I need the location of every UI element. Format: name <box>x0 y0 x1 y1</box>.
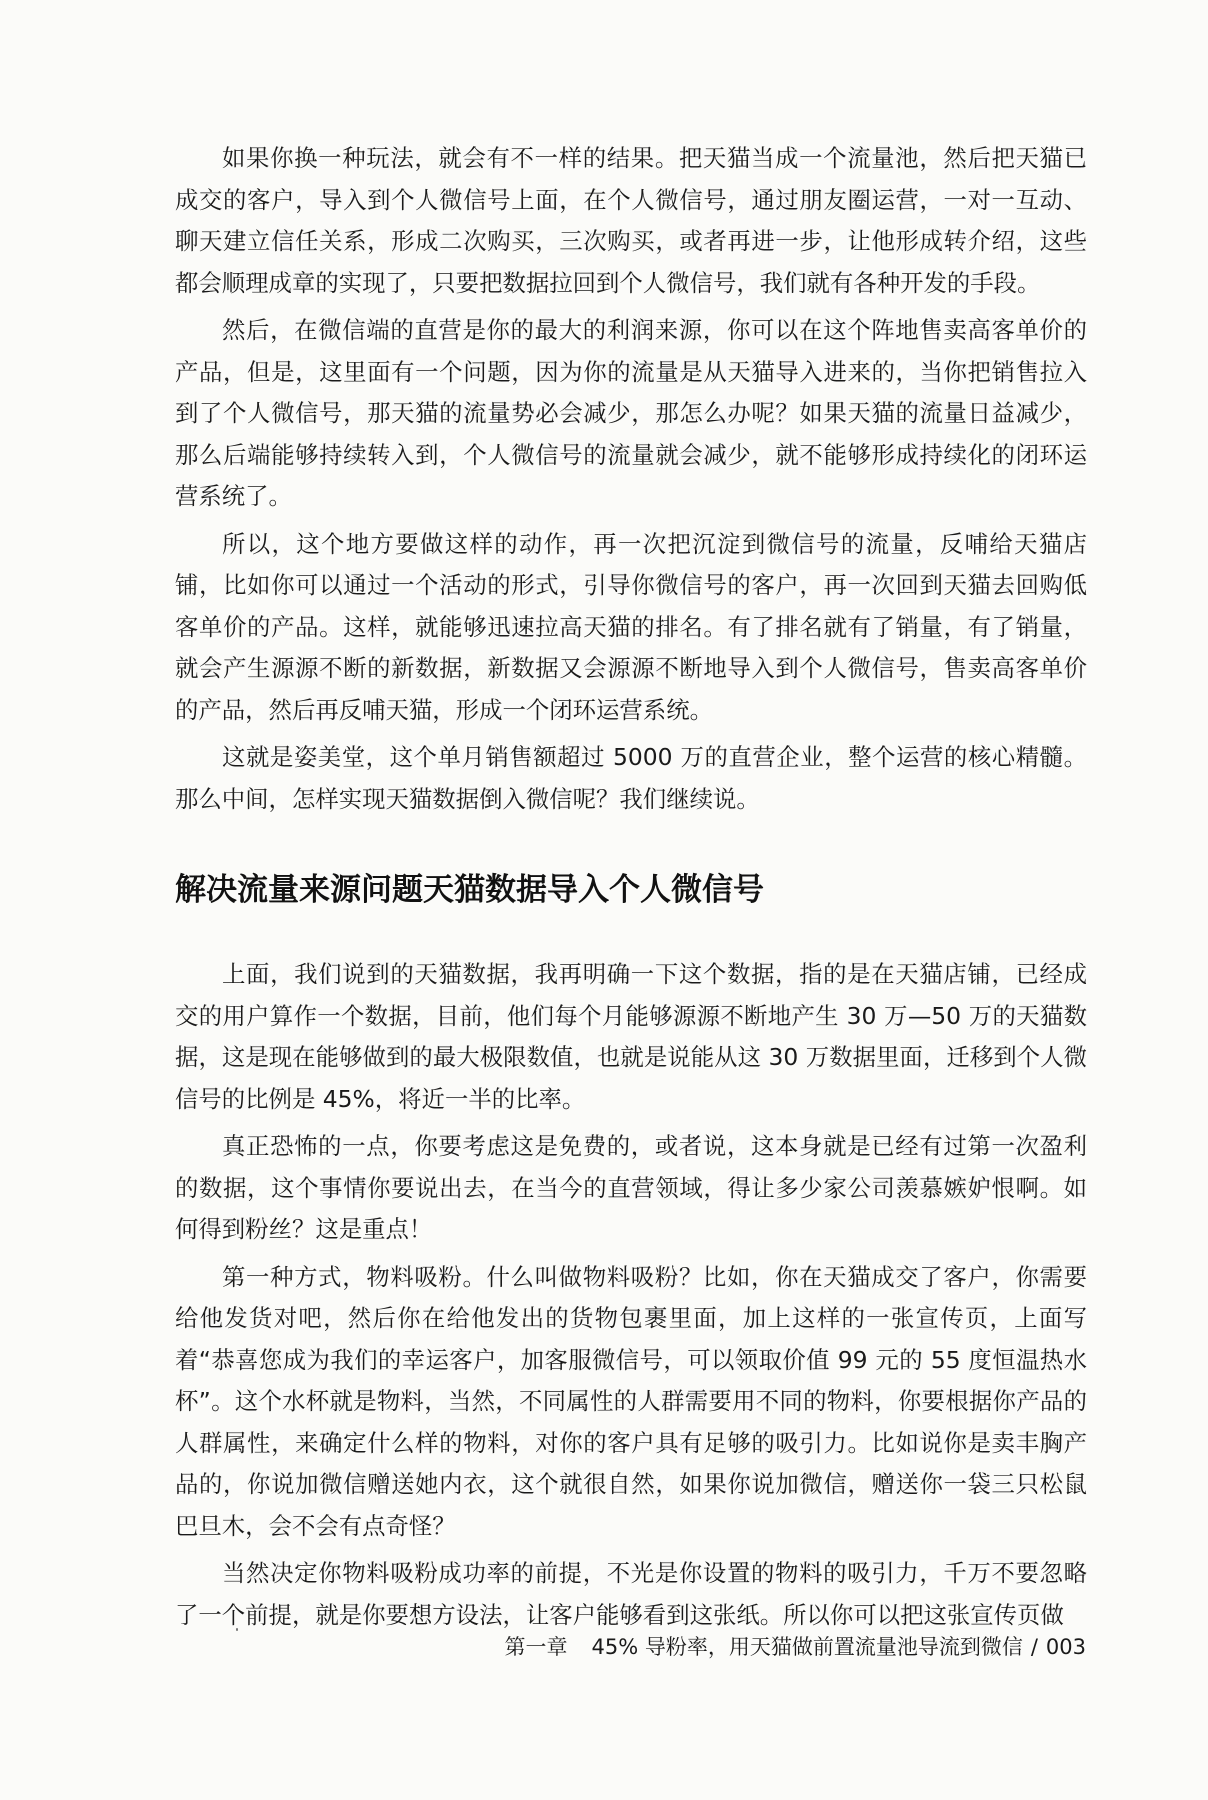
page-body <box>175 138 1087 1642</box>
section-heading: 解决流量来源问题天猫数据导入个人微信号 <box>175 872 764 908</box>
body-paragraph: 这就是姿美堂，这个单月销售额超过 5000 万的直营企业，整个运营的核心精髓。那么中间，怎样实现天猫数据倒入微信呢？我们继续说。 <box>175 743 1087 813</box>
body-paragraph: 当然决定你物料吸粉成功率的前提，不光是你设置的物料的吸引力，千万不要忽略了一个前提，就是你要想方设法，让客户能够看到这张纸。所以你可以把这张宣传页做 <box>175 1559 1087 1629</box>
scan-speck <box>236 1628 238 1631</box>
footer-separator: / <box>1030 1635 1038 1659</box>
body-paragraph: 第一种方式，物料吸粉。什么叫做物料吸粉？比如，你在天猫成交了客户，你需要给他发货对吧，然后你在给他发出的货物包裹里面，加上这样的一张宣传页，上面写着“恭喜您成为我们的幸运客户，加客服微信号，可以领取价值 99 元的 55 度恒温热水杯”。这个水杯就是物料，当然，不同属性的人群需要用不同的物料，你要根据你产品的人群属性，来确定什么样的物料，对你的客户具有足够的吸引力。比如说你是卖丰胸产品的，你说加微信赠送她内衣，这个就很自然，如果你说加微信，赠送你一袋三只松鼠巴旦木，会不会有点奇怪？ <box>175 1262 1087 1540</box>
body-paragraph: 如果你换一种玩法，就会有不一样的结果。把天猫当成一个流量池，然后把天猫已成交的客户，导入到个人微信号上面，在个人微信号，通过朋友圈运营，一对一互动、聊天建立信任关系，形成二次购买，三次购买，或者再进一步，让他形成转介绍，这些都会顺理成章的实现了，只要把数据拉回到个人微信号，我们就有各种开发的手段。 <box>175 144 1087 297</box>
footer-chapter-title: 45% 导粉率，用天猫做前置流量池导流到微信 <box>591 1635 1023 1659</box>
body-paragraph: 上面，我们说到的天猫数据，我再明确一下这个数据，指的是在天猫店铺，已经成交的用户算作一个数据，目前，他们每个月能够源源不断地产生 30 万—50 万的天猫数据，这是现在能够做到的最大极限数值，也就是说能从这 30 万数据里面，迁移到个人微信号的比例是 45%，将近一半的比率。 <box>175 960 1087 1113</box>
body-paragraph: 真正恐怖的一点，你要考虑这是免费的，或者说，这本身就是已经有过第一次盈利的数据，这个事情你要说出去，在当今的直营领域，得让多少家公司羡慕嫉妒恨啊。如何得到粉丝？这是重点！ <box>175 1132 1087 1243</box>
body-paragraph: 所以，这个地方要做这样的动作，再一次把沉淀到微信号的流量，反哺给天猫店铺，比如你可以通过一个活动的形式，引导你微信号的客户，再一次回到天猫去回购低客单价的产品。这样，就能够迅速拉高天猫的排名。有了排名就有了销量，有了销量，就会产生源源不断的新数据，新数据又会源源不断地导入到个人微信号，售卖高客单价的产品，然后再反哺天猫，形成一个闭环运营系统。 <box>175 529 1087 724</box>
running-footer <box>504 1632 1086 1662</box>
body-paragraph: 然后，在微信端的直营是你的最大的利润来源，你可以在这个阵地售卖高客单价的产品，但是，这里面有一个问题，因为你的流量是从天猫导入进来的，当你把销售拉入到了个人微信号，那天猫的流量势必会减少，那怎么办呢？如果天猫的流量日益减少，那么后端能够持续转入到，个人微信号的流量就会减少，就不能够形成持续化的闭环运营系统了。 <box>175 316 1087 510</box>
footer-chapter: 第一章 <box>504 1635 568 1659</box>
page-number: 003 <box>1045 1635 1086 1659</box>
